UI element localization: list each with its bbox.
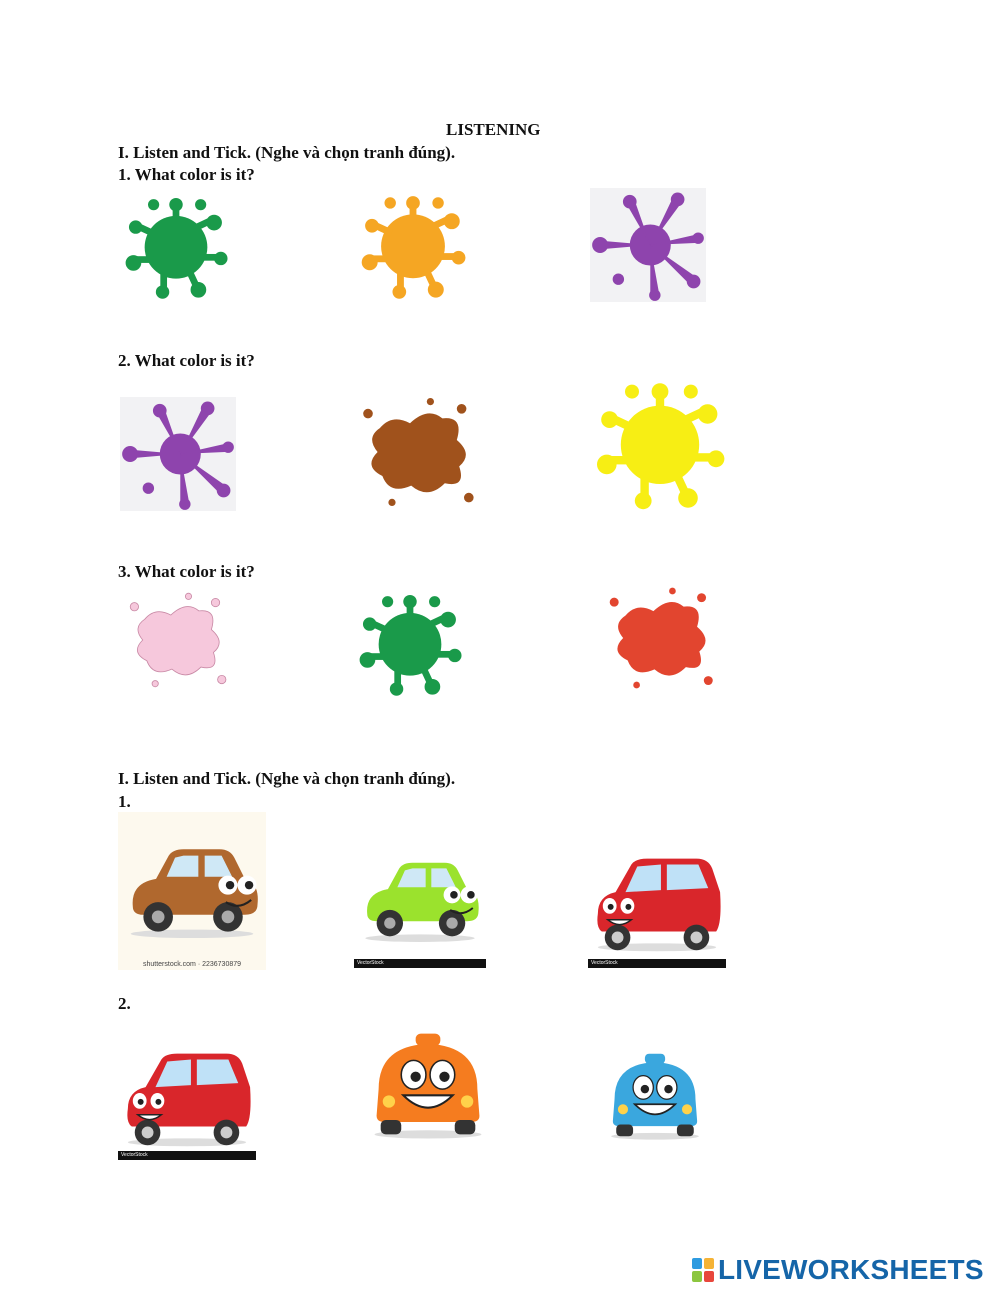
car-question-1-label: 1. — [118, 792, 131, 811]
green-splash-icon — [120, 188, 232, 302]
red-car-icon — [118, 1038, 256, 1150]
brown-car-icon — [118, 812, 266, 952]
option-green-car[interactable] — [354, 826, 486, 968]
pink-splash-icon — [118, 588, 234, 692]
yellow-splash-icon — [590, 372, 730, 512]
brown-splash-icon — [354, 392, 478, 512]
option-blue-car[interactable] — [596, 1034, 714, 1156]
question-3-label: 3. What color is it? — [118, 562, 255, 581]
orange-splash-icon — [356, 186, 470, 302]
section1-heading: I. Listen and Tick. (Nghe và chọn tranh đúng). — [118, 143, 456, 162]
logo-mark-icon — [692, 1258, 714, 1282]
blue-car-icon — [596, 1034, 714, 1156]
vectorstock-watermark: VectorStock — [354, 959, 486, 968]
option-green-splash[interactable] — [120, 188, 232, 302]
option-green-splash-2[interactable] — [354, 586, 466, 698]
option-orange-car[interactable] — [356, 1020, 500, 1148]
option-purple-splash-2[interactable] — [120, 397, 236, 511]
option-yellow-splash[interactable] — [590, 372, 730, 512]
option-red-splash[interactable] — [598, 582, 720, 694]
question-1-label: 1. What color is it? — [118, 165, 255, 184]
page-title: LISTENING — [446, 120, 541, 139]
red-splash-icon — [598, 582, 720, 694]
orange-car-icon — [356, 1020, 500, 1148]
option-orange-splash[interactable] — [356, 186, 470, 302]
option-brown-car[interactable] — [118, 812, 266, 970]
green-splash-icon — [354, 586, 466, 698]
red-car-icon — [588, 840, 726, 958]
vectorstock-watermark: VectorStock — [118, 1151, 256, 1160]
logo-text: LIVEWORKSHEETS — [718, 1254, 984, 1285]
liveworksheets-logo — [692, 1254, 984, 1286]
option-pink-splash[interactable] — [118, 588, 234, 692]
option-purple-splash[interactable] — [590, 188, 706, 302]
question-2-label: 2. What color is it? — [118, 351, 255, 370]
option-red-car[interactable] — [588, 840, 726, 968]
shutterstock-watermark: shutterstock.com · 2236730879 — [142, 961, 242, 968]
vectorstock-watermark: VectorStock — [588, 959, 726, 968]
car-question-2-label: 2. — [118, 994, 131, 1013]
option-red-car-2[interactable] — [118, 1038, 256, 1160]
option-brown-splash[interactable] — [354, 392, 478, 512]
purple-splash-icon — [590, 188, 706, 302]
purple-splash-icon — [120, 397, 236, 511]
section2-heading: I. Listen and Tick. (Nghe và chọn tranh đúng). — [118, 769, 456, 788]
green-car-icon — [354, 826, 486, 958]
